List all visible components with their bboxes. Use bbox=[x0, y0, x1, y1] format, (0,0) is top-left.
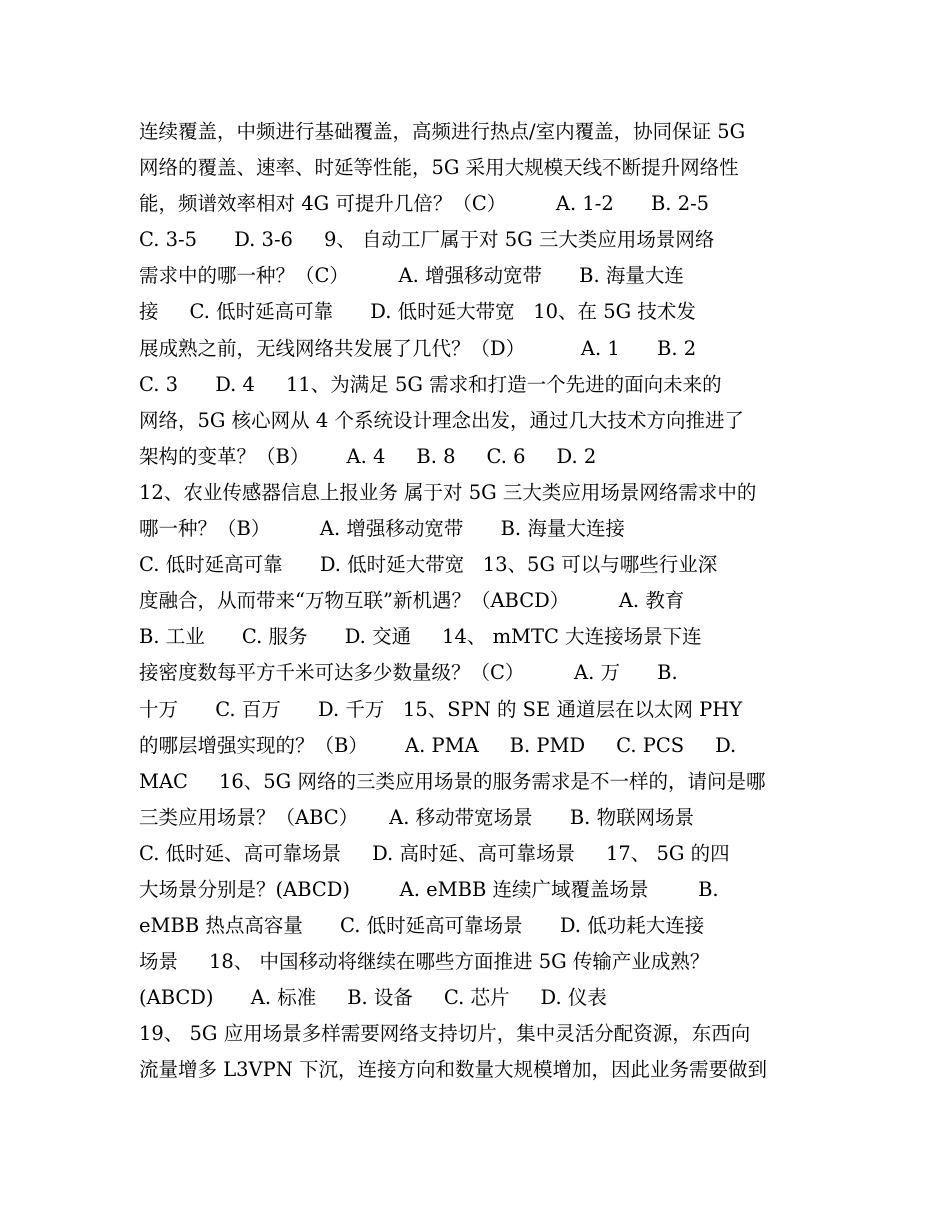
text-line: 网络的覆盖、速率、时延等性能，5G 采用大规模天线不断提升网络性 bbox=[139, 156, 739, 180]
text-line: 十万 C. 百万 D. 千万 15、SPN 的 SE 通道层在以太网 PHY bbox=[139, 697, 743, 721]
text-line: 哪一种？（B） A. 增强移动宽带 B. 海量大连接 bbox=[139, 517, 625, 541]
text-line: 12、农业传感器信息上报业务 属于对 5G 三大类应用场景网络需求中的 bbox=[139, 480, 757, 504]
text-line: B. 工业 C. 服务 D. 交通 14、 mMTC 大连接场景下连 bbox=[139, 625, 702, 649]
document-body-text bbox=[139, 114, 819, 1089]
text-line: 能，频谱效率相对 4G 可提升几倍？（C） A. 1-2 B. 2-5 bbox=[139, 192, 710, 216]
text-line: C. 低时延、高可靠场景 D. 高时延、高可靠场景 17、 5G 的四 bbox=[139, 841, 730, 865]
text-line: MAC 16、5G 网络的三类应用场景的服务需求是不一样的，请问是哪 bbox=[139, 769, 766, 793]
text-line: 三类应用场景？（ABC） A. 移动带宽场景 B. 物联网场景 bbox=[139, 805, 695, 829]
text-line: 度融合，从而带来“万物互联”新机遇？（ABCD） A. 教育 bbox=[139, 589, 685, 613]
text-line: 需求中的哪一种？（C） A. 增强移动宽带 B. 海量大连 bbox=[139, 264, 684, 288]
text-line: 接密度数每平方千米可达多少数量级？（C） A. 万 B. bbox=[139, 661, 678, 685]
text-line: C. 3 D. 4 11、为满足 5G 需求和打造一个先进的面向未来的 bbox=[139, 372, 722, 396]
text-line: 架构的变革？（B） A. 4 B. 8 C. 6 D. 2 bbox=[139, 444, 597, 468]
text-line: C. 3-5 D. 3-6 9、 自动工厂属于对 5G 三大类应用场景网络 bbox=[139, 228, 715, 252]
text-line: (ABCD) A. 标准 B. 设备 C. 芯片 D. 仪表 bbox=[139, 986, 607, 1010]
text-line: 的哪层增强实现的？（B） A. PMA B. PMD C. PCS D. bbox=[139, 733, 737, 757]
text-line: 连续覆盖，中频进行基础覆盖，高频进行热点/室内覆盖，协同保证 5G bbox=[139, 120, 746, 143]
text-line: 19、 5G 应用场景多样需要网络支持切片，集中灵活分配资源，东西向 bbox=[139, 1022, 751, 1046]
text-line: 网络，5G 核心网从 4 个系统设计理念出发，通过几大技术方向推进了 bbox=[139, 408, 744, 432]
text-line: 流量增多 L3VPN 下沉，连接方向和数量大规模增加，因此业务需要做到 bbox=[139, 1058, 768, 1082]
text-line: 接 C. 低时延高可靠 D. 低时延大带宽 10、在 5G 技术发 bbox=[139, 300, 696, 324]
text-line: eMBB 热点高容量 C. 低时延高可靠场景 D. 低功耗大连接 bbox=[139, 914, 705, 938]
text-line: 场景 18、 中国移动将继续在哪些方面推进 5G 传输产业成熟？ bbox=[139, 950, 710, 974]
text-line: 展成熟之前，无线网络共发展了几代？（D） A. 1 B. 2 bbox=[139, 336, 697, 360]
text-line: C. 低时延高可靠 D. 低时延大带宽 13、5G 可以与哪些行业深 bbox=[139, 553, 718, 577]
text-line: 大场景分别是？(ABCD) A. eMBB 连续广域覆盖场景 B. bbox=[139, 877, 719, 901]
